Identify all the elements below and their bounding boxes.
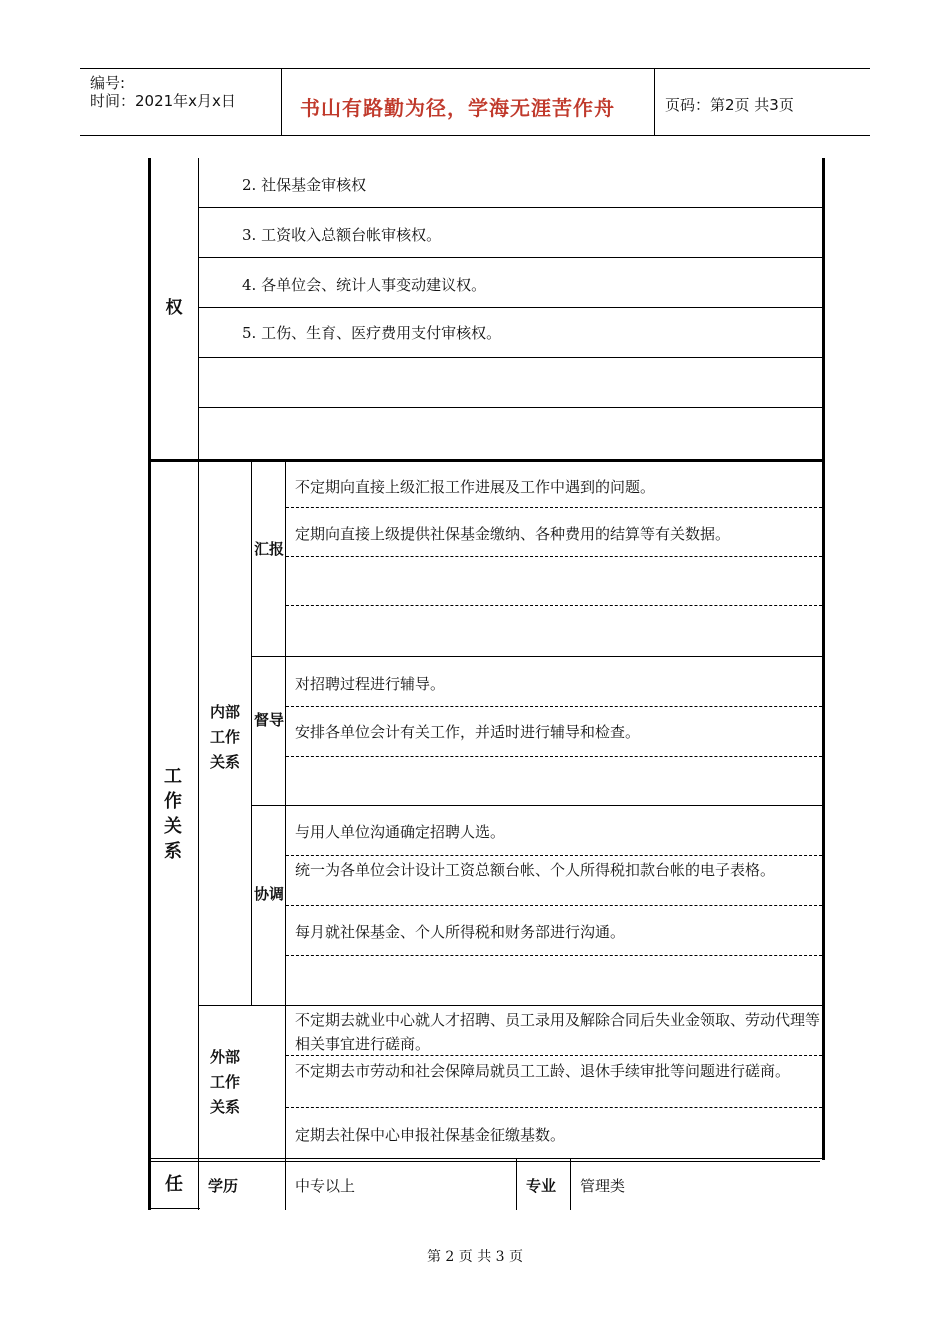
qualification-label: 任 [165, 1174, 183, 1195]
supervise-label: 督导 [254, 711, 285, 729]
date-label: 时间：2021年x月x日 [90, 92, 236, 110]
motto: 书山有路勤为径，学海无涯苦作舟 [300, 96, 615, 120]
header-divider-left [281, 68, 282, 136]
relations-label: 工作关系 [164, 766, 182, 862]
supervise-item: 安排各单位会计有关工作，并适时进行辅导和检查。 [295, 723, 641, 741]
coordinate-item: 与用人单位沟通确定招聘人选。 [295, 823, 506, 841]
coordinate-item: 每月就社保基金、个人所得税和财务部进行沟通。 [295, 923, 626, 941]
external-item: 不定期去就业中心就人才招聘、员工录用及解除合同后失业金领取、劳动代理等相关事宜进行磋商。 [295, 1011, 821, 1053]
report-label: 汇报 [254, 540, 285, 558]
table-right-border [822, 158, 825, 1160]
authority-item: 4. 各单位会、统计人事变动建议权。 [242, 276, 487, 294]
external-item: 不定期去市劳动和社会保障局就员工工龄、退休手续审批等问题进行磋商。 [295, 1062, 791, 1080]
authority-item: 5. 工伤、生育、医疗费用支付审核权。 [242, 324, 502, 342]
report-item: 不定期向直接上级汇报工作进展及工作中遇到的问题。 [295, 478, 656, 496]
supervise-item: 对招聘过程进行辅导。 [295, 675, 446, 693]
major-value: 管理类 [580, 1177, 626, 1195]
internal-relations-label: 内部工作关系 [209, 703, 240, 771]
external-item: 定期去社保中心申报社保基金征缴基数。 [295, 1126, 566, 1144]
external-relations-label: 外部工作关系 [209, 1048, 240, 1116]
header-divider-right [654, 68, 655, 136]
header-bottom-rule [80, 135, 870, 136]
authority-item: 2. 社保基金审核权 [242, 176, 367, 194]
header-top-rule [80, 68, 870, 69]
page-footer: 第 2 页 共 3 页 [426, 1249, 524, 1265]
education-value: 中专以上 [295, 1177, 356, 1195]
authority-item: 3. 工资收入总额台帐审核权。 [242, 226, 442, 244]
page-indicator: 页码：第2页 共3页 [665, 96, 794, 114]
coordinate-item: 统一为各单位会计设计工资总额台帐、个人所得税扣款台帐的电子表格。 [295, 861, 776, 879]
coordinate-label: 协调 [254, 885, 285, 903]
education-label: 学历 [208, 1177, 239, 1195]
report-item: 定期向直接上级提供社保基金缴纳、各种费用的结算等有关数据。 [295, 525, 731, 543]
major-label: 专业 [526, 1177, 557, 1195]
authority-label: 权 [165, 298, 183, 318]
serial-label: 编号: [90, 74, 126, 92]
